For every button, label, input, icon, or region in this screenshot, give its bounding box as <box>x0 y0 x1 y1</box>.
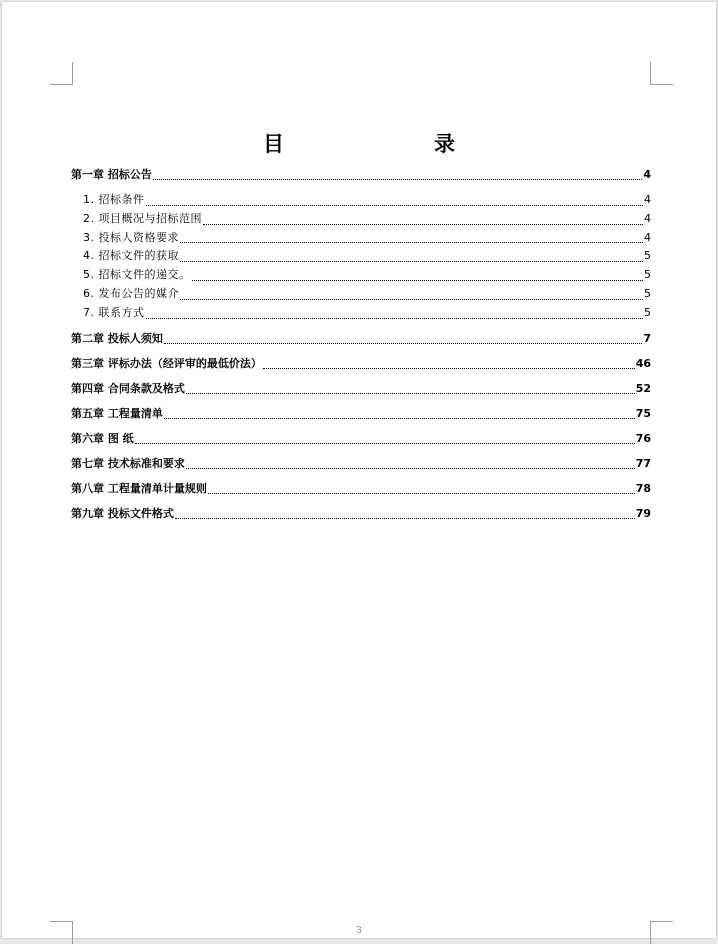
toc-chapter-9[interactable] <box>71 505 651 523</box>
toc-entry-label: 1. 招标条件 <box>83 193 145 206</box>
toc-entry-label: 3. 投标人资格要求 <box>83 230 179 244</box>
toc-entry-label: 第七章 技术标准和要求 <box>71 456 185 470</box>
toc-chapter-3[interactable] <box>71 355 651 373</box>
toc-entry-label: 4. 招标文件的获取 <box>83 249 179 263</box>
toc-page-number: 52 <box>635 381 651 395</box>
toc-page-number: 78 <box>635 481 651 495</box>
toc-page-number: 5 <box>644 286 651 300</box>
document-page <box>2 2 716 938</box>
toc-entry-label: 第六章 图 纸 <box>71 431 134 445</box>
toc-entry-label: 第一章 招标公告 <box>71 168 152 181</box>
toc-title: 目 录 <box>263 132 491 156</box>
dot-leader <box>135 443 635 444</box>
toc-page-number: 75 <box>635 406 651 420</box>
dot-leader <box>180 261 643 262</box>
crop-mark-top-left <box>50 62 73 85</box>
dot-leader <box>175 518 635 519</box>
dot-leader <box>146 318 644 319</box>
toc-chapter-6[interactable] <box>71 430 651 448</box>
toc-entry-label: 7. 联系方式 <box>83 305 145 319</box>
toc-entry-label: 第五章 工程量清单 <box>71 406 163 420</box>
table-of-contents <box>71 166 651 523</box>
toc-section-4[interactable] <box>71 247 651 266</box>
toc-page-number: 4 <box>644 230 651 244</box>
dot-leader <box>186 468 635 469</box>
toc-page-number: 4 <box>643 168 651 181</box>
toc-chapter-5[interactable] <box>71 405 651 423</box>
toc-page-number: 76 <box>635 431 651 445</box>
dot-leader <box>203 224 643 225</box>
dot-leader <box>153 179 643 180</box>
dot-leader <box>164 343 643 344</box>
toc-section-3[interactable] <box>71 229 651 248</box>
toc-page-number: 4 <box>644 211 651 225</box>
toc-entry-label: 第八章 工程量清单计量规则 <box>71 481 207 495</box>
toc-page-number: 4 <box>644 193 651 206</box>
dot-leader <box>186 393 635 394</box>
toc-page-number: 7 <box>643 331 651 345</box>
toc-chapter-8[interactable] <box>71 480 651 498</box>
toc-page-number: 79 <box>635 506 651 520</box>
toc-entry-label: 第二章 投标人须知 <box>71 331 163 345</box>
toc-entry-label: 6. 发布公告的媒介 <box>83 286 179 300</box>
dot-leader <box>192 280 644 281</box>
page-number: 3 <box>356 926 362 936</box>
toc-section-2[interactable] <box>71 210 651 229</box>
toc-section-5[interactable] <box>71 266 651 285</box>
toc-chapter-4[interactable] <box>71 380 651 398</box>
toc-page-number: 5 <box>644 249 651 263</box>
toc-entry-label: 5. 招标文件的递交。 <box>83 268 191 282</box>
toc-page-number: 5 <box>644 268 651 282</box>
toc-entry-label: 第四章 合同条款及格式 <box>71 381 185 395</box>
toc-chapter-1[interactable] <box>71 166 651 184</box>
dot-leader <box>164 418 635 419</box>
toc-chapter-7[interactable] <box>71 455 651 473</box>
toc-entry-label: 第九章 投标文件格式 <box>71 506 174 520</box>
toc-section-6[interactable] <box>71 285 651 304</box>
toc-entry-label: 第三章 评标办法（经评审的最低价法） <box>71 356 262 370</box>
crop-mark-top-right <box>650 62 673 85</box>
toc-page-number: 46 <box>635 356 651 370</box>
toc-chapter-2[interactable] <box>71 330 651 348</box>
toc-page-number: 77 <box>635 456 651 470</box>
dot-leader <box>146 205 644 206</box>
toc-section-1[interactable] <box>71 191 651 210</box>
dot-leader <box>263 368 635 369</box>
toc-section-7[interactable] <box>71 304 651 323</box>
dot-leader <box>180 242 643 243</box>
dot-leader <box>180 299 643 300</box>
dot-leader <box>208 493 635 494</box>
toc-entry-label: 2. 项目概况与招标范围 <box>83 211 202 225</box>
toc-page-number: 5 <box>644 305 651 319</box>
